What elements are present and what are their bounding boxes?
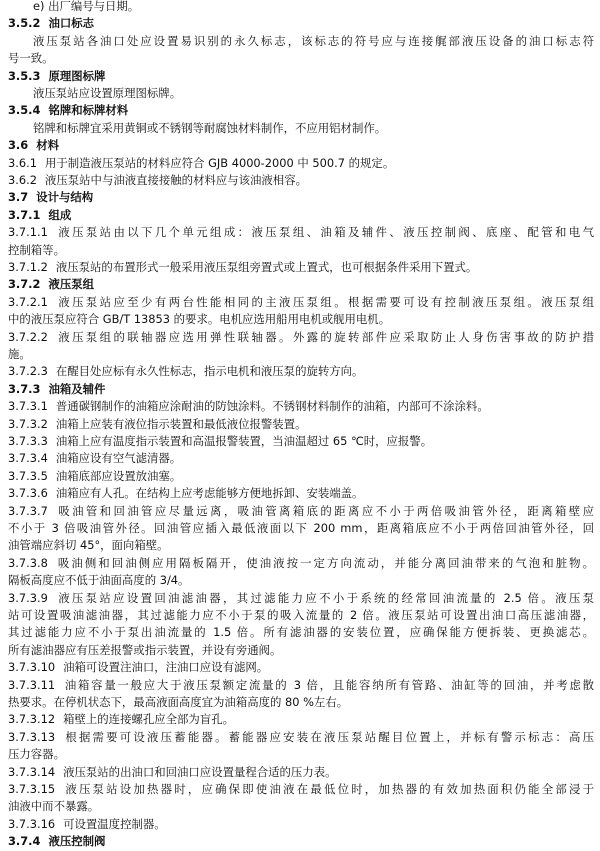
clause-3-7-1-2: 3.7.1.2 液压泵站的布置形式一般采用液压泵组旁置式或上置式，也可根据条件采用下置式。 <box>8 260 478 274</box>
clause-3-7-3-6: 3.7.3.6 油箱应有人孔。在结构上应考虑能够方便地拆卸、安装端盖。 <box>8 486 364 501</box>
clause-3-7-2-1: 3.7.2.1 液压泵站应至少有两台性能相同的主液压泵组。根据需要可设有控制液压泵组。液压泵组 <box>8 294 594 309</box>
clause-3-7-3-5: 3.7.3.5 油箱底部应设置放油塞。 <box>8 468 182 483</box>
clause-3-7-3-10: 3.7.3.10 油箱可设置注油口，注油口应设有滤网。 <box>8 660 269 675</box>
clause-continuation: 不小于 3 倍吸油管外径。回油管应插入最低液面以下 200 mm，距离箱底应不小于两倍回油管外径，回 <box>8 521 594 535</box>
clause-3-6-1: 3.6.1 用于制造液压泵站的材料应符合 GJB 4000-2000 中 500.7 的规定。 <box>8 155 395 170</box>
clause-3-7-3-16: 3.7.3.16 可设置温度控制器。 <box>8 816 166 831</box>
clause-3-7-3-14: 3.7.3.14 液压泵站的出油口和回油口应设置量程合适的压力表。 <box>8 764 337 779</box>
clause-3-7-3-8: 3.7.3.8 吸油侧和回油侧应用隔板隔开，使油液按一定方向流动，并能分离回油带来的气泡和脏物。 <box>8 555 594 570</box>
heading-3-5-3: 3.5.3 原理图标牌 <box>8 68 106 83</box>
heading-3-7-4: 3.7.4 液压控制阀 <box>8 834 106 849</box>
clause-continuation: 隔板高度应不低于油面高度的 3/4。 <box>8 573 190 588</box>
heading-3-7-2: 3.7.2 液压泵组 <box>8 277 95 292</box>
paragraph: 液压泵站各油口处应设置易识别的永久标志，该标志的符号应与连接艉部液压设备的油口标志符 <box>33 33 594 48</box>
clause-continuation: 压力容器。 <box>8 747 65 762</box>
heading-3-7: 3.7 设计与结构 <box>8 190 94 205</box>
clause-continuation: 所有滤油器应有压差报警或指示装置，并设有旁通阀。 <box>8 642 282 657</box>
clause-continuation: 控制箱等。 <box>8 242 65 257</box>
heading-3-5-2: 3.5.2 油口标志 <box>8 16 95 31</box>
clause-continuation: 施。 <box>8 347 31 361</box>
clause-3-7-3-3: 3.7.3.3 油箱上应有温度指示装置和高温报警装置，当油温超过 65 ℃时，应报警。 <box>8 434 433 448</box>
heading-3-5-4: 3.5.4 铭牌和标牌材料 <box>8 103 129 118</box>
clause-3-6-2: 3.6.2 液压泵站中与油液直接接触的材料应与该油液相容。 <box>8 173 307 187</box>
clause-3-7-1-1: 3.7.1.1 液压泵站由以下几个单元组成：液压泵组、油箱及辅件、液压控制阀、底座、配管和电气 <box>8 225 594 240</box>
paragraph: 液压泵站应设置原理图标牌。 <box>33 86 182 100</box>
heading-3-6: 3.6 材料 <box>8 138 59 153</box>
clause-3-7-2-3: 3.7.2.3 在醒目处应标有永久性标志，指示电机和液压泵的旋转方向。 <box>8 364 364 379</box>
clause-3-7-3-11: 3.7.3.11 油箱容量一般应大于液压泵额定流量的 3 倍，且能容纳所有管路、油缸等的回油，并考虑散 <box>8 677 594 692</box>
heading-3-7-3: 3.7.3 油箱及辅件 <box>8 381 106 396</box>
clause-3-7-3-7: 3.7.3.7 吸油管和回油管应尽量远离，吸油管离箱底的距离应不小于两倍吸油管外径，距离箱壁应 <box>8 503 594 518</box>
heading-3-7-1: 3.7.1 组成 <box>8 207 72 222</box>
clause-continuation: 油液中而不暴露。 <box>8 799 100 814</box>
clause-3-7-2-2: 3.7.2.2 液压泵组的联轴器应选用弹性联轴器。外露的旋转部件应采取防止人身伤害事故的防护措 <box>8 329 594 344</box>
clause-continuation: 站可设置吸油滤油器，其过滤能力应不小于泵的吸入流量的 2 倍。液压泵站可设置出油口高压滤油器， <box>8 608 594 622</box>
clause-continuation: 热要求。在停机状态下，最高液面高度宜为油箱高度的 80 %左右。 <box>8 695 349 709</box>
clause-3-7-3-9: 3.7.3.9 液压泵站应设置回油滤油器，其过滤能力应不小于系统的经常回油流量的 2.5 倍。液压泵 <box>8 590 594 605</box>
clause-3-7-3-1: 3.7.3.1 普通碳钢制作的油箱应涂耐油的防蚀涂料。不锈钢材料制作的油箱，内部可不涂涂料。 <box>8 399 489 414</box>
clause-3-7-3-12: 3.7.3.12 箱壁上的连接螺孔应全部为盲孔。 <box>8 712 234 727</box>
item-e: e) 出厂编号与日期。 <box>33 0 140 13</box>
clause-continuation: 中的液压泵应符合 GB/T 13853 的要求。电机应选用船用电机或舰用电机。 <box>8 312 391 327</box>
clause-3-7-3-4: 3.7.3.4 油箱应设有空气滤清器。 <box>8 451 182 466</box>
clause-3-7-3-2: 3.7.3.2 油箱上应装有液位指示装置和最低液位报警装置。 <box>8 416 307 431</box>
paragraph: 铭牌和标牌宜采用黄铜或不锈钢等耐腐蚀材料制作，不应用铝材制作。 <box>33 120 387 135</box>
paragraph-continuation: 号一致。 <box>8 51 54 66</box>
clause-3-7-3-15: 3.7.3.15 液压泵站设加热器时，应确保即使油液在最低位时，加热器的有效加热面积仍能全部浸于 <box>8 782 594 796</box>
clause-continuation: 其过滤能力应不小于泵出油流量的 1.5 倍。所有滤油器的安装位置，应确保能方便拆装、更换滤芯。 <box>8 625 594 640</box>
clause-continuation: 油管端应斜切 45°，面向箱壁。 <box>8 538 169 553</box>
clause-3-7-3-13: 3.7.3.13 根据需要可设液压蓄能器。蓄能器应安装在液压泵站醒目位置上，并标有警示标志：高压 <box>8 729 594 744</box>
